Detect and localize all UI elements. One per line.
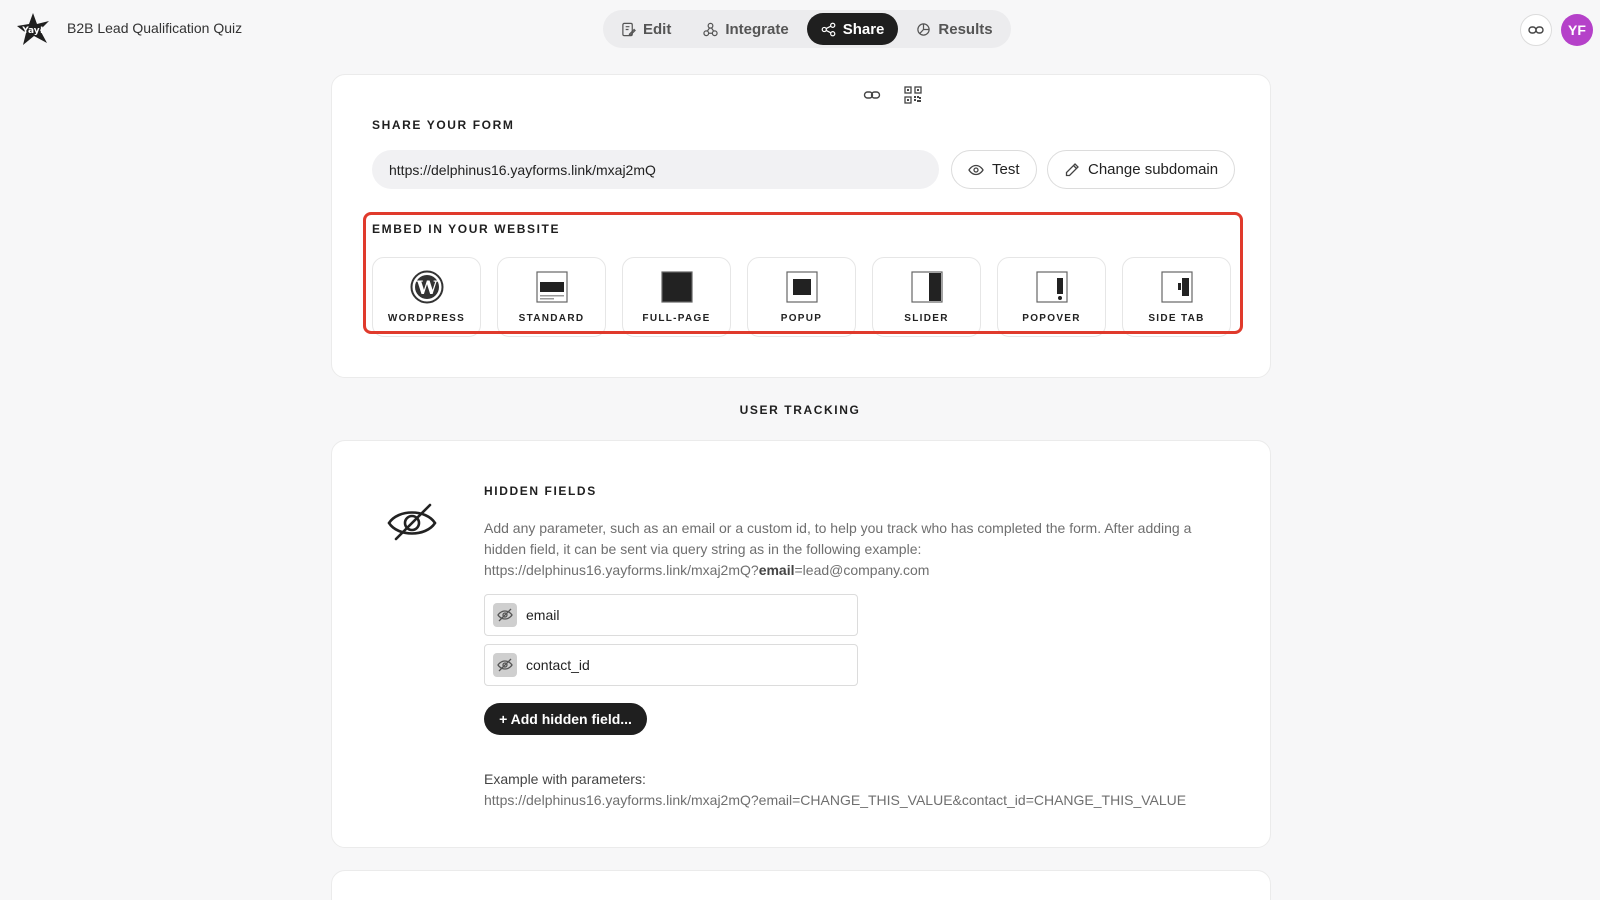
form-title: B2B Lead Qualification Quiz [67,20,243,36]
embed-option-label: STANDARD [518,313,585,324]
embed-option-label: FULL-PAGE [642,313,711,324]
hidden-field-row[interactable] [484,644,858,686]
tab-share[interactable] [807,13,899,45]
eye-icon [968,162,984,178]
tab-results[interactable] [902,13,1006,45]
tab-integrate[interactable] [689,13,802,45]
svg-text:Yay!: Yay! [22,26,44,36]
results-icon [916,22,931,37]
example-param: email [758,562,795,578]
copy-link-button[interactable] [1520,14,1552,46]
user-avatar[interactable]: YF [1561,14,1593,46]
form-url-field[interactable] [372,150,939,189]
example-url-base: https://delphinus16.yayforms.link/mxaj2mQ? [484,562,759,578]
hidden-field-eye-off-icon [493,653,517,677]
test-button[interactable] [951,150,1037,189]
hidden-field-name: contact_id [526,657,590,673]
top-header [0,0,1600,60]
change-subdomain-button[interactable] [1047,150,1235,189]
share-icon [821,22,836,37]
tab-share-label: Share [842,20,885,38]
next-section-card [331,870,1271,900]
tab-results-label: Results [938,20,993,38]
hidden-field-eye-off-icon [493,603,517,627]
tab-integrate-label: Integrate [725,20,789,38]
svg-text:W: W [416,277,438,299]
hidden-fields-title: HIDDEN FIELDS [484,484,597,498]
tab-edit-label: Edit [643,20,672,38]
integrate-icon [703,22,718,37]
change-subdomain-label: Change subdomain [1088,161,1219,178]
eye-off-icon [386,499,438,543]
tab-edit[interactable] [607,13,685,45]
embed-option-label: SLIDER [904,313,949,324]
share-form-card [331,74,1271,378]
main-nav-tabs [603,10,1011,48]
example-with-parameters-url: https://delphinus16.yayforms.link/mxaj2mQ?email=CHANGE_THIS_VALUE&contact_id=CHANGE_THIS_VALUE [484,792,1187,808]
link-icon [1528,22,1544,38]
form-url-text: https://delphinus16.yayforms.link/mxaj2mQ [389,161,656,178]
embed-option-label: POPOVER [1022,313,1081,324]
embed-option-label: POPUP [780,313,823,324]
user-tracking-title: USER TRACKING [739,403,861,417]
example-value: =lead@company.com [794,562,930,578]
pencil-icon [1064,162,1080,178]
example-with-parameters-label: Example with parameters: [484,771,646,787]
copy-url-icon[interactable] [863,86,881,104]
hidden-fields-desc-text: Add any parameter, such as an email or a custom id, to help you track who has completed the form. After adding a hidden field, it can be sent via query string as in the following example: [484,520,1192,557]
hidden-fields-description [484,518,1224,581]
hidden-field-row[interactable] [484,594,858,636]
edit-icon [621,22,636,37]
embed-section-title: EMBED IN YOUR WEBSITE [372,222,561,236]
share-section-title: SHARE YOUR FORM [372,118,515,132]
hidden-field-name: email [526,607,560,623]
yayforms-logo-icon[interactable] [16,12,50,46]
qr-code-icon[interactable] [904,86,922,104]
embed-highlight-box [363,212,1243,334]
embed-option-label: WORDPRESS [387,313,466,324]
test-button-label: Test [992,161,1020,178]
hidden-fields-card [331,440,1271,848]
add-hidden-field-button[interactable]: + Add hidden field... [484,703,647,735]
embed-option-label: SIDE TAB [1148,313,1205,324]
